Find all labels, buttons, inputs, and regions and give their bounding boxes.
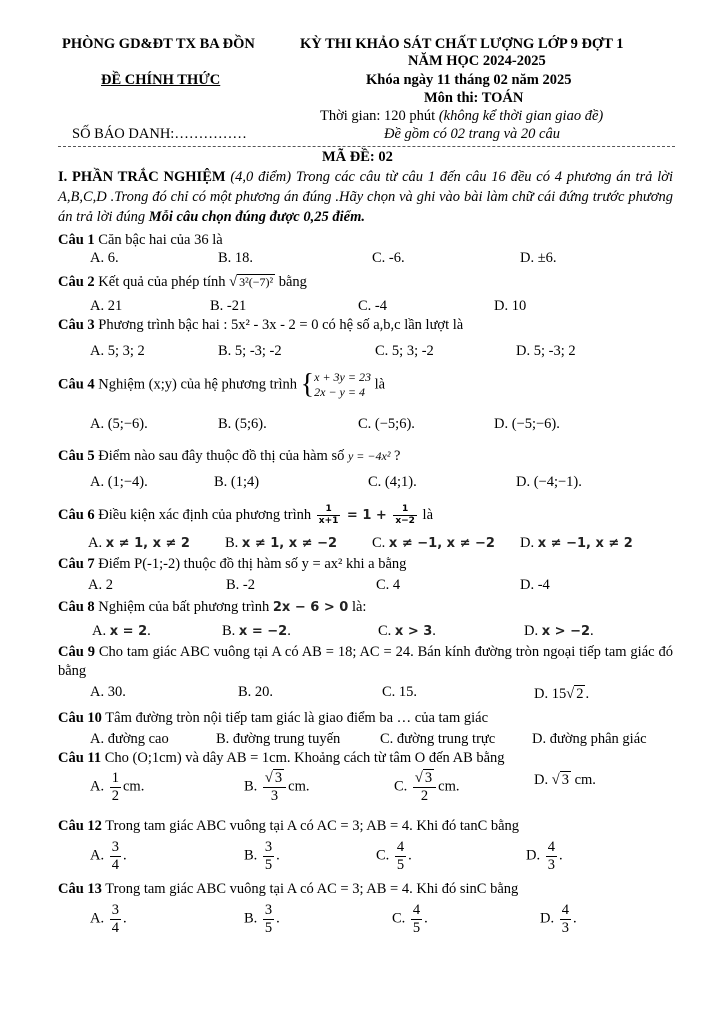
- sqrt-sign-icon: √: [264, 770, 273, 786]
- question-11: Câu 11 Cho (O;1cm) và dây AB = 1cm. Khoảng cách từ tâm O đến AB bằng: [58, 750, 505, 766]
- q10-option-c: C. đường trung trực: [380, 731, 496, 747]
- fraction: $\frac{1}{x+1}$: [318, 504, 339, 526]
- section-intro: I. PHẦN TRẮC NGHIỆM (4,0 điểm) Trong các câu từ câu 1 đến câu 16 đều có 4 phương án trả lời A,B,C,D .Trong đó chỉ có một phương án đúng .Hãy chọn và ghi vào bài làm chữ cái đứng trước phương án trả lời đúng Mỗi câu chọn đúng được 0,25 điểm.: [58, 169, 674, 225]
- q2-option-a: A. 21: [90, 298, 123, 314]
- question-8: Câu 8 Nghiệm của bất phương trình 2x − 6 > 0 là:: [58, 599, 367, 615]
- question-6: Câu 6 Điều kiện xác định của phương trình $\frac{1}{x+1}$ = 1 + $\frac{1}{x-2}$ là: [58, 504, 434, 526]
- question-12: Câu 12 Trong tam giác ABC vuông tại A có AC = 3; AB = 4. Khi đó tanC bằng: [58, 818, 520, 834]
- q12-option-d: D. $\frac{4}{3}$ .: [526, 839, 563, 873]
- org-name: PHÒNG GD&ĐT TX BA ĐỒN: [62, 36, 255, 52]
- fraction: $\frac{4}{3}$: [561, 902, 569, 936]
- brace-icon: {: [300, 369, 315, 400]
- q9-option-c: C. 15.: [382, 684, 418, 700]
- q13-option-c: C. $\frac{4}{5}$ .: [392, 902, 428, 936]
- q1-option-c: C. -6.: [372, 250, 405, 266]
- q4-option-b: B. (5;6).: [218, 416, 267, 432]
- q9-option-d: D. 15√ 2 .: [534, 686, 590, 702]
- question-3: Câu 3 Phương trình bậc hai : 5x² - 3x - 2 = 0 có hệ số a,b,c lần lượt là: [58, 317, 464, 333]
- subject: Môn thi: TOÁN: [424, 90, 524, 106]
- question-5: Câu 5 Điểm nào sau đây thuộc đồ thị của hàm số y = −4x² ?: [58, 448, 401, 464]
- q3-option-d: D. 5; -3; 2: [516, 343, 576, 359]
- q5-option-b: B. (1;4): [214, 474, 260, 490]
- q10-option-d: D. đường phân giác: [532, 731, 647, 747]
- fraction: $\frac{3}{4}$: [111, 902, 119, 936]
- q8-option-b: B. x = −2.: [222, 623, 291, 639]
- q5-option-c: C. (4;1).: [368, 474, 417, 490]
- q2-option-b: B. -21: [210, 298, 247, 314]
- q6-option-a: A. x ≠ 1, x ≠ 2: [88, 535, 190, 551]
- fraction: $\frac{4}{5}$: [396, 839, 405, 873]
- divider: [58, 146, 675, 147]
- fraction: $\frac{4}{5}$: [412, 902, 421, 936]
- q4-option-c: C. (−5;6).: [358, 416, 415, 432]
- question-4: Câu 4 Nghiệm (x;y) của hệ phương trình {x + 3y = 23 2x − y = 4 là: [58, 369, 386, 400]
- q5-option-a: A. (1;−4).: [90, 474, 148, 490]
- q1-option-d: D. ±6.: [520, 250, 557, 266]
- q12-option-a: A. $\frac{3}{4}$ .: [90, 839, 127, 873]
- sqrt-sign-icon: √: [229, 274, 238, 290]
- q3-option-a: A. 5; 3; 2: [90, 343, 145, 359]
- q10-option-a: A. đường cao: [90, 731, 169, 747]
- q13-option-b: B. $\frac{3}{5}$ .: [244, 902, 280, 936]
- q10-option-b: B. đường trung tuyến: [216, 731, 341, 747]
- q11-option-d: D. √ 3 cm.: [534, 772, 596, 788]
- school-year: NĂM HỌC 2024-2025: [408, 53, 546, 69]
- fraction: $\frac{1}{2}$: [111, 770, 119, 804]
- fraction: $\frac{1}{x-2}$: [395, 504, 415, 526]
- question-9: Câu 9 Cho tam giác ABC vuông tại A có AB = 18; AC = 24. Bán kính đường tròn ngoại tiếp tam giác đó bằng: [58, 644, 673, 679]
- candidate-number: SỐ BÁO DANH:……………: [72, 126, 247, 142]
- fraction: $\frac{3}{5}$: [264, 839, 273, 873]
- q4-option-a: A. (5;−6).: [90, 416, 148, 432]
- q3-option-b: B. 5; -3; -2: [218, 343, 282, 359]
- q7-option-b: B. -2: [226, 577, 255, 593]
- q6-option-c: C. x ≠ −1, x ≠ −2: [372, 535, 495, 551]
- q11-option-a: A. $\frac{1}{2}$ cm.: [90, 770, 145, 804]
- q2-option-d: D. 10: [494, 298, 527, 314]
- q8-option-d: D. x > −2.: [524, 623, 594, 639]
- q8-option-c: C. x > 3.: [378, 623, 436, 639]
- time-info: Thời gian: 120 phút (không kể thời gian giao đề): [320, 108, 604, 124]
- q11-option-c: C. $\frac{√ 3}{2}$ cm.: [394, 770, 460, 804]
- question-7: Câu 7 Điểm P(-1;-2) thuộc đồ thị hàm số y = ax² khi a bằng: [58, 556, 407, 572]
- exam-title: KỲ THI KHẢO SÁT CHẤT LƯỢNG LỚP 9 ĐỢT 1: [300, 36, 624, 52]
- sqrt-sign-icon: √: [414, 770, 423, 786]
- q13-option-d: D. $\frac{4}{3}$ .: [540, 902, 577, 936]
- exam-date: Khóa ngày 11 tháng 02 năm 2025: [366, 72, 572, 88]
- exam-code: MÃ ĐỀ: 02: [322, 149, 393, 165]
- sqrt-sign-icon: √: [551, 772, 560, 788]
- q11-option-b: B. $\frac{√ 3}{3}$ cm.: [244, 770, 310, 804]
- q13-option-a: A. $\frac{3}{4}$ .: [90, 902, 127, 936]
- q7-option-d: D. -4: [520, 577, 550, 593]
- fraction: $\frac{4}{3}$: [547, 839, 555, 873]
- q9-option-b: B. 20.: [238, 684, 274, 700]
- fraction: $\frac{3}{5}$: [264, 902, 273, 936]
- fraction: $\frac{3}{4}$: [111, 839, 119, 873]
- official-status: ĐỀ CHÍNH THỨC: [101, 72, 221, 88]
- fraction: $\frac{√ 3}{2}$: [413, 771, 436, 803]
- q9-option-a: A. 30.: [90, 684, 126, 700]
- fraction: $\frac{√ 3}{3}$: [263, 771, 286, 803]
- question-10: Câu 10 Tâm đường tròn nội tiếp tam giác là giao điểm ba … của tam giác: [58, 710, 489, 726]
- question-13: Câu 13 Trong tam giác ABC vuông tại A có AC = 3; AB = 4. Khi đó sinC bằng: [58, 881, 519, 897]
- q7-option-a: A. 2: [88, 577, 113, 593]
- q7-option-c: C. 4: [376, 577, 401, 593]
- q1-option-b: B. 18.: [218, 250, 254, 266]
- q8-option-a: A. x = 2.: [92, 623, 151, 639]
- q4-option-d: D. (−5;−6).: [494, 416, 560, 432]
- question-1: Câu 1 Căn bậc hai của 36 là: [58, 232, 223, 248]
- q6-option-b: B. x ≠ 1, x ≠ −2: [225, 535, 338, 551]
- q12-option-c: C. $\frac{4}{5}$ .: [376, 839, 412, 873]
- q3-option-c: C. 5; 3; -2: [375, 343, 434, 359]
- q5-option-d: D. (−4;−1).: [516, 474, 582, 490]
- question-2: Câu 2 Kết quả của phép tính √ 3²(−7)² bằng: [58, 274, 307, 290]
- equation-system: x + 3y = 23 2x − y = 4: [314, 370, 371, 399]
- sqrt-sign-icon: √: [566, 686, 575, 702]
- q12-option-b: B. $\frac{3}{5}$ .: [244, 839, 280, 873]
- q1-option-a: A. 6.: [90, 250, 119, 266]
- q6-option-d: D. x ≠ −1, x ≠ 2: [520, 535, 633, 551]
- q2-option-c: C. -4: [358, 298, 387, 314]
- pages-note: Đề gồm có 02 trang và 20 câu: [384, 126, 560, 142]
